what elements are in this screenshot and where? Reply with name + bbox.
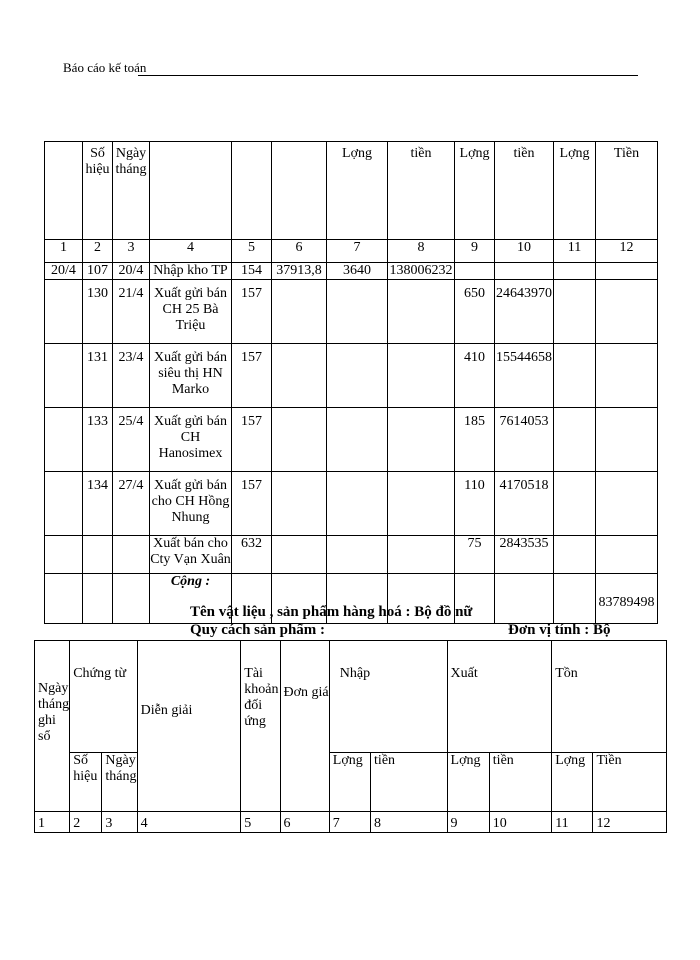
cell: 157 [232,472,272,536]
cell [554,263,596,280]
col-number: 5 [241,812,280,833]
cell: 157 [232,280,272,344]
table-row [45,280,658,344]
col-desc-header: Diễn giải [137,641,241,812]
cell [388,536,455,574]
cell: 2843535 [495,536,554,574]
cell: Xuất gửi bán cho CH Hồng Nhung [150,472,232,536]
cell: 131 [83,344,113,408]
col-number: 10 [495,240,554,263]
cell: Xuất bán cho Cty Vạn Xuân [150,536,232,574]
ledger-header-row [45,142,658,240]
ledger-head-cell: Số hiệu [83,142,113,240]
cell [554,536,596,574]
cell: 134 [83,472,113,536]
col-number: 4 [137,812,241,833]
cell [554,408,596,472]
col-in-header: Nhập [329,641,447,753]
header-rule [138,75,638,76]
sub-amt-in: tiền [371,753,447,812]
product-unit: Đơn vị tính : Bộ [508,622,611,638]
cell [45,536,83,574]
ledger-head-cell [45,142,83,240]
cell [327,472,388,536]
cell [554,280,596,344]
table-row [45,408,658,472]
col-number: 11 [554,240,596,263]
cell [327,408,388,472]
cell: Nhập kho TP [150,263,232,280]
sub-qty-stock: Lợng [552,753,593,812]
cell: 107 [83,263,113,280]
cell: 24643970 [495,280,554,344]
cell [554,344,596,408]
cell: 20/4 [45,263,83,280]
col-number: 1 [35,812,70,833]
cell [45,408,83,472]
ledger-head-cell: tiền [388,142,455,240]
cell [272,408,327,472]
cell: 157 [232,344,272,408]
cell [495,263,554,280]
cell: 75 [455,536,495,574]
ledger-head-cell: Lợng [554,142,596,240]
cell [596,408,658,472]
cell: 7614053 [495,408,554,472]
cell [388,472,455,536]
col-stock-header: Tồn [552,641,667,753]
sub-qty-in: Lợng [329,753,370,812]
cell [554,472,596,536]
cell: Xuất gửi bán CH 25 Bà Triệu [150,280,232,344]
cell [272,536,327,574]
col-number: 2 [83,240,113,263]
sub-qty-out: Lợng [447,753,489,812]
cell: 133 [83,408,113,472]
cell: 3640 [327,263,388,280]
cell [596,344,658,408]
cell: 37913,8 [272,263,327,280]
ledger-head-cell [272,142,327,240]
product-spec: Quy cách sản phẩm : [190,622,326,638]
cell: 157 [232,408,272,472]
total-value: 83789498 [596,574,658,624]
cell [327,536,388,574]
cell [45,344,83,408]
col-account-header: Tài khoản đối ứng [241,641,280,812]
ledger-head-cell: tiền [495,142,554,240]
cell: 23/4 [113,344,150,408]
cell: 21/4 [113,280,150,344]
ledger-head-cell: Ngày tháng [113,142,150,240]
ledger-head-cell [232,142,272,240]
ledger-table [44,141,658,624]
cell [45,472,83,536]
cell [113,536,150,574]
cell [388,280,455,344]
cell: 138006232 [389,263,453,278]
col-number: 12 [596,240,658,263]
ledger-template-table [34,640,667,833]
col-number: 5 [232,240,272,263]
cell: 154 [232,263,272,280]
sub-amt-stock: Tiền [593,753,667,812]
table-row [45,472,658,536]
cell [596,263,658,280]
col-number: 3 [113,240,150,263]
cell: 185 [455,408,495,472]
cell: 110 [455,472,495,536]
cell: 4170518 [495,472,554,536]
col-number: 10 [489,812,551,833]
cell: 15544658 [495,344,554,408]
sub-amt-out: tiền [489,753,551,812]
col-number: 7 [329,812,370,833]
col-number: 9 [455,240,495,263]
cell [327,280,388,344]
cell [388,344,455,408]
cell: 25/4 [113,408,150,472]
table-row [45,344,658,408]
col-number: 8 [371,812,447,833]
col-price-header: Đơn giá [280,641,329,812]
cell [455,263,495,280]
sub-ngay-thang: Ngày tháng [102,753,137,812]
col-number: 8 [388,240,455,263]
col-number: 11 [552,812,593,833]
cell: Xuất gửi bán siêu thị HN Marko [150,344,232,408]
cell [83,536,113,574]
total-label: Cộng : [150,574,232,624]
cell: 632 [232,536,272,574]
cell: 130 [83,280,113,344]
product-name: Tên vật liệu , sản phẩm hàng hoá : Bộ đồ nữ [190,604,473,620]
cell [272,472,327,536]
template-number-row [35,812,667,833]
cell [596,472,658,536]
col-number: 6 [272,240,327,263]
ledger-head-cell: Lợng [327,142,388,240]
ledger-head-cell [150,142,232,240]
ledger-number-row [45,240,658,263]
col-number: 4 [150,240,232,263]
ledger-head-cell: Tiền [596,142,658,240]
ledger-head-cell: Lợng [455,142,495,240]
col-number: 6 [280,812,329,833]
col-number: 7 [327,240,388,263]
cell [388,408,455,472]
col-number: 1 [45,240,83,263]
col-number: 3 [102,812,137,833]
cell [327,344,388,408]
col-number: 2 [70,812,102,833]
cell [45,280,83,344]
table-row [45,263,658,280]
cell [596,536,658,574]
table-row [45,536,658,574]
sub-so-hieu: Số hiệu [70,753,102,812]
col-number: 12 [593,812,667,833]
col-out-header: Xuất [447,641,552,753]
cell: 650 [455,280,495,344]
cell [272,280,327,344]
cell: 27/4 [113,472,150,536]
col-number: 9 [447,812,489,833]
cell [272,344,327,408]
col-voucher-header: Chứng từ [70,641,137,753]
cell: Xuất gửi bán CH Hanosimex [150,408,232,472]
cell: 410 [455,344,495,408]
col-date-header: Ngày tháng ghi sổ [35,641,70,812]
report-title: Báo cáo kế toán [63,60,147,75]
cell: 20/4 [113,263,150,280]
cell [596,280,658,344]
